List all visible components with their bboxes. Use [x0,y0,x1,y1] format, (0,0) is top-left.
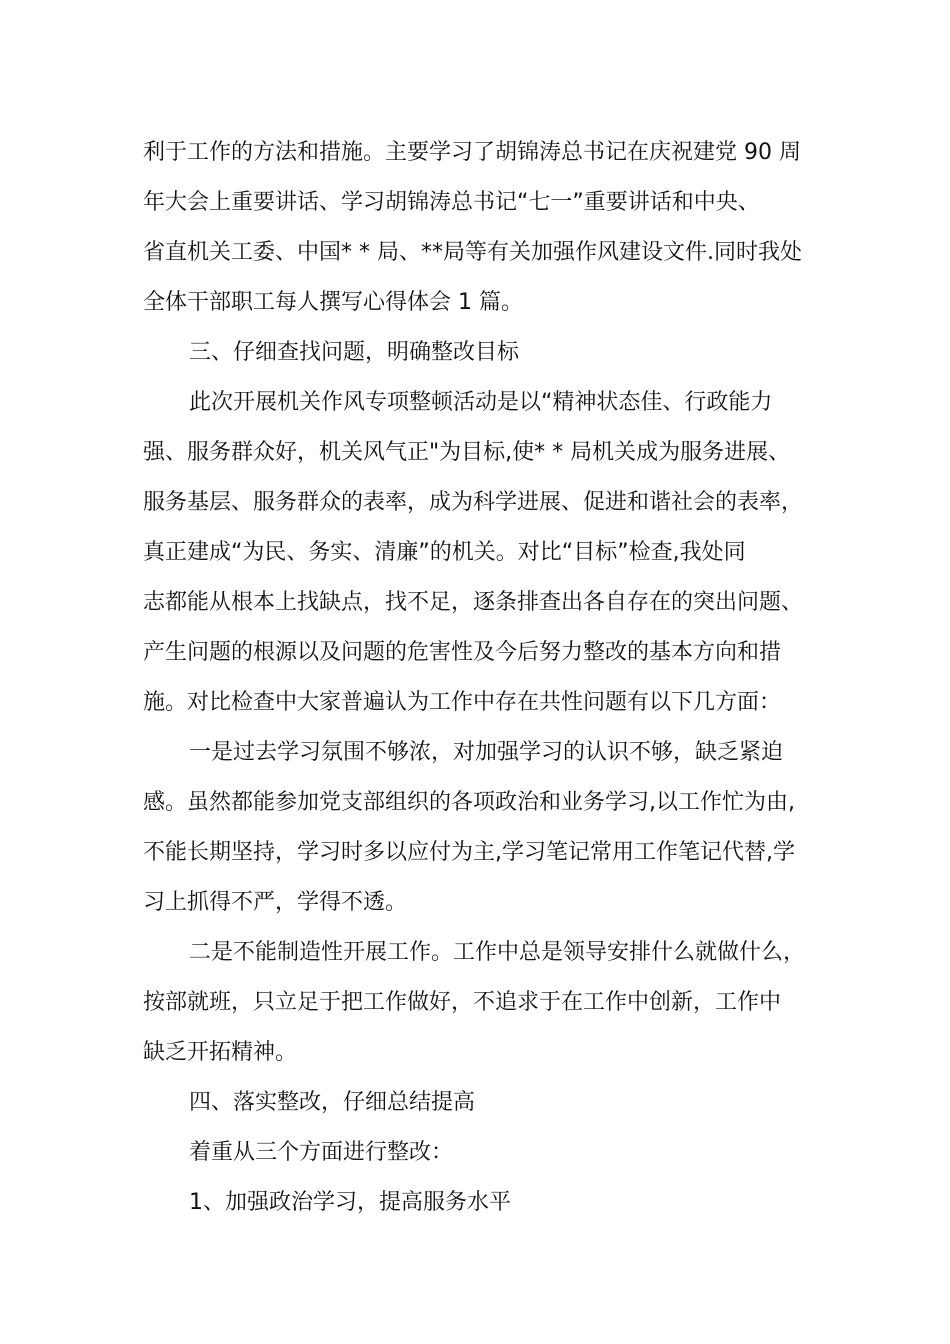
document-line: 感。虽然都能参加党支部组织的各项政治和业务学习,以工作忙为由, [143,790,795,815]
document-line: 服务基层、服务群众的表率，成为科学进展、促进和谐社会的表率， [143,490,804,515]
document-line: 产生问题的根源以及问题的危害性及今后努力整改的基本方向和措 [143,640,782,665]
document-line: 1、加强政治学习，提高服务水平 [189,1190,511,1215]
document-body [143,128,823,1228]
document-line: 利于工作的方法和措施。主要学习了胡锦涛总书记在庆祝建党 90 周 [143,140,801,165]
document-line: 习上抓得不严，学得不透。 [143,890,408,915]
document-line: 四、落实整改，仔细总结提高 [189,1090,476,1115]
document-line: 一是过去学习氛围不够浓，对加强学习的认识不够，缺乏紧迫 [189,740,784,765]
document-line: 三、仔细查找问题，明确整改目标 [189,340,520,365]
document-line: 志都能从根本上找缺点，找不足，逐条排查出各自存在的突出问题、 [143,590,804,615]
document-line: 施。对比检查中大家普遍认为工作中存在共性问题有以下几方面： [143,690,782,715]
document-line: 按部就班，只立足于把工作做好，不追求于在工作中创新，工作中 [143,990,782,1015]
document-line: 真正建成“为民、务实、清廉”的机关。对比“目标”检查,我处同 [143,540,746,565]
document-line: 年大会上重要讲话、学习胡锦涛总书记“七一”重要讲话和中央、 [143,190,760,215]
document-line: 全体干部职工每人撰写心得体会 1 篇。 [143,290,523,315]
document-line: 着重从三个方面进行整改： [189,1140,454,1165]
document-line: 省直机关工委、中国* * 局、**局等有关加强作风建设文件.同时我处 [143,240,802,265]
document-line: 二是不能制造性开展工作。工作中总是领导安排什么就做什么， [189,940,806,965]
document-line: 强、服务群众好，机关风气正"为目标,使* * 局机关成为服务进展、 [143,440,791,465]
document-line: 不能长期坚持，学习时多以应付为主,学习笔记常用工作笔记代替,学 [143,840,795,865]
document-line: 此次开展机关作风专项整顿活动是以“精神状态佳、行政能力 [189,390,773,415]
document-line: 缺乏开拓精神。 [143,1040,298,1065]
